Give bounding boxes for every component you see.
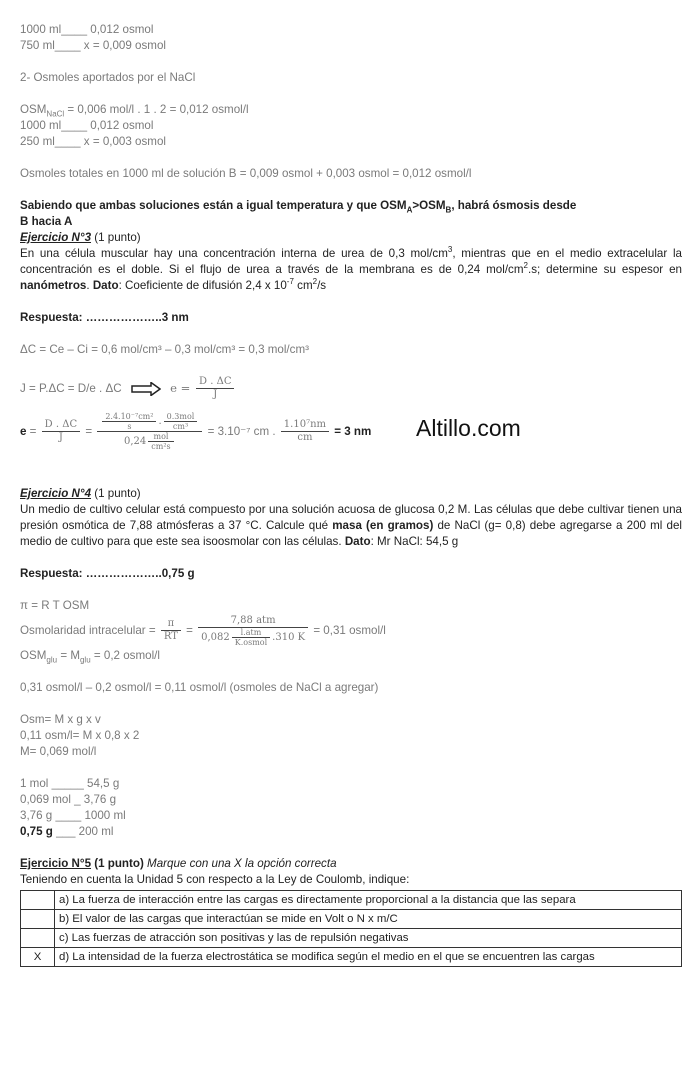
calc-line: 250 ml____ x = 0,003 osmol xyxy=(20,135,166,148)
calc-line: Osm= M x g x v xyxy=(20,713,101,726)
option-mark-cell[interactable] xyxy=(21,929,55,948)
delta-c-line: ΔC = Ce – Ci = 0,6 mol/cm³ – 0,3 mol/cm³ = 0,3 mol/cm³ xyxy=(20,343,309,356)
watermark: Altillo.com xyxy=(416,415,521,441)
option-mark-cell[interactable] xyxy=(21,891,55,910)
section-heading: 2- Osmoles aportados por el NaCl xyxy=(20,71,196,84)
option-text: a) La fuerza de interacción entre las cargas es directamente proporcional a la distancia que las separa xyxy=(55,891,682,910)
document-page xyxy=(20,22,682,967)
conclusion-line: Sabiendo que ambas soluciones están a igual temperatura y que $OSM_A>OSM_B$, habrá ósmosis desde xyxy=(20,199,577,215)
osmolarity-calc: Osmolaridad intracelular = $\frac{\pi}{RT}$ = 7,88 atm 0,082 $\frac{\text{l.atm}}{\text{K.osmol}}$ .310 K = 0,31 osmol/l xyxy=(20,614,386,647)
option-text: b) El valor de las cargas que interactúan se mide en Volt o N x m/C xyxy=(55,910,682,929)
calc-line: $OSM_{NaCl} = 0,006$ mol/l . 1 . 2 = 0,012 osmol/l xyxy=(20,103,249,119)
calc-line: 0,11 osm/l= M x 0,8 x 2 xyxy=(20,729,140,742)
calc-line: M= 0,069 mol/l xyxy=(20,745,97,758)
glucose-osm: $OSM_{glu} = M_{glu} = 0,2$ osmol/l xyxy=(20,649,160,665)
exercise-3-answer: Respuesta: ………………..3 nm xyxy=(20,311,189,324)
total-line: Osmoles totales en 1000 ml de solución B = 0,009 osmol + 0,003 osmol = 0,012 osmol/l xyxy=(20,167,472,180)
calc-line: 3,76 g ____ 1000 ml xyxy=(20,809,126,822)
calc-line: 0,75 g ___ 200 ml xyxy=(20,825,114,838)
calc-line: 750 ml____ x = 0,009 osmol xyxy=(20,39,166,52)
option-text: c) Las fuerzas de atracción son positivas y las de repulsión negativas xyxy=(55,929,682,948)
implies-arrow-icon xyxy=(131,382,161,396)
calc-line: 1000 ml____ 0,012 osmol xyxy=(20,23,154,36)
calc-line: 0,069 mol _ 3,76 g xyxy=(20,793,117,806)
exercise-5-text: Teniendo en cuenta la Unidad 5 con respecto a la Ley de Coulomb, indique: xyxy=(20,873,410,886)
thickness-calc: e = $\frac{D . \Delta C}{J}$ = $\frac{\text{2.4.10⁻⁷cm²}}{s}$ . $\frac{\text{0.3mol}}{\text{cm³}}$ 0,24 $\frac{\text{mol}}{\text{cm²s}}$ = 3.10⁻⁷ cm . $\frac{\text{1.10⁷nm}}{cm}$ = 3 nm xyxy=(20,412,372,452)
table-row[interactable] xyxy=(21,891,682,910)
exercise-4-text: Un medio de cultivo celular está compuesto por una solución acuosa de glucosa 0,2 M. Las células que debe cultivar tienen una presión osmótica de 7,88 atmósferas a 37 °C. Calcule qué masa (en gramos) de NaCl (g= 0,8) debe agregarse a 200 ml del medio de cultivo para que este sea isoosmolar con las células. Dato: Mr NaCl: 54,5 g xyxy=(20,503,682,548)
osm-difference: 0,31 osmol/l – 0,2 osmol/l = 0,11 osmol/l (osmoles de NaCl a agregar) xyxy=(20,681,379,694)
flux-equation: J = P.ΔC = D/e . ΔC e = $\frac{D . \Delta C}{J}$ xyxy=(20,374,682,402)
osmotic-formula: π = R T OSM xyxy=(20,599,90,612)
exercise-4-heading: Ejercicio N°4 (1 punto) xyxy=(20,487,141,500)
table-row[interactable] xyxy=(21,910,682,929)
calc-line: 1 mol _____ 54,5 g xyxy=(20,777,120,790)
exercise-3-text: En una célula muscular hay una concentración interna de urea de 0,3 mol/$cm^3$, mientras que en el medio extracelular la concentración es el doble. Si el flujo de urea a través de la membrana es de 0,24 mol/$cm^2.s$; determine su espesor en nanómetros. Dato: Coeficiente de difusión 2,4 x $10^{-7}$ $cm^2/s$ xyxy=(20,245,682,292)
option-text: d) La intensidad de la fuerza electrostática se modifica según el medio en el que se encuentren las cargas xyxy=(55,948,682,967)
exercise-4-answer: Respuesta: ………………..0,75 g xyxy=(20,567,195,580)
option-mark-cell[interactable] xyxy=(21,910,55,929)
exercise-5-heading: Ejercicio N°5 (1 punto) Marque con una X la opción correcta xyxy=(20,857,337,870)
table-row[interactable] xyxy=(21,948,682,967)
table-row[interactable] xyxy=(21,929,682,948)
option-mark-cell[interactable]: X xyxy=(21,948,55,967)
calc-line: 1000 ml____ 0,012 osmol xyxy=(20,119,154,132)
conclusion-line: B hacia A xyxy=(20,215,73,228)
exercise-3-heading: Ejercicio N°3 (1 punto) xyxy=(20,231,141,244)
options-table xyxy=(20,890,682,967)
